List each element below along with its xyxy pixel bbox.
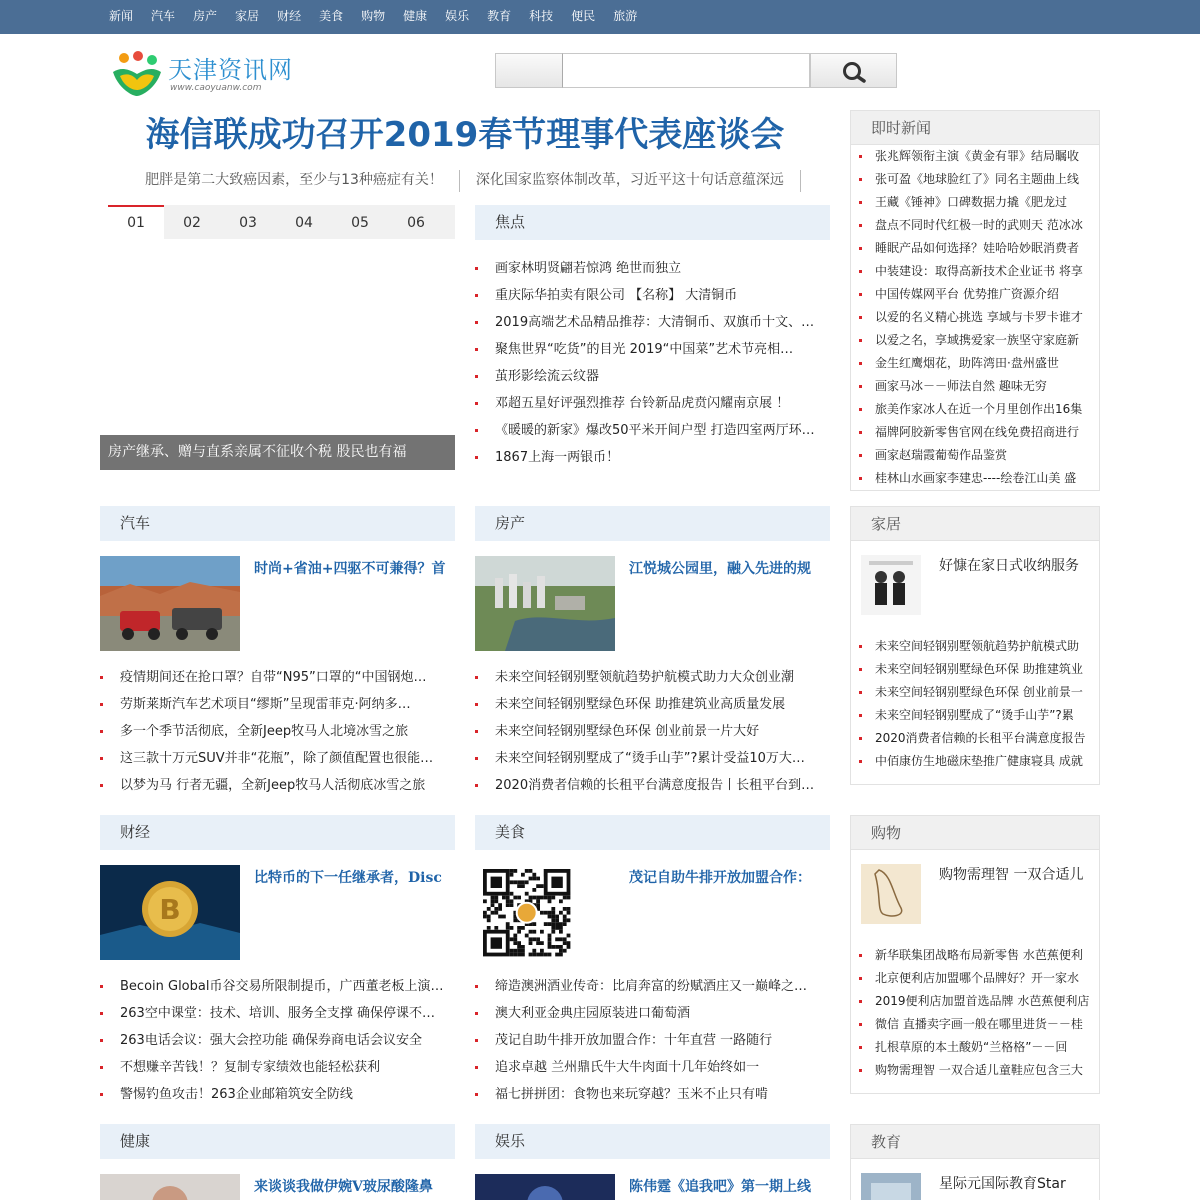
home-header: 家居 bbox=[850, 506, 1100, 541]
list-item[interactable]: 张兆辉领衔主演《黄金有罪》结局瞩收 bbox=[851, 145, 1099, 168]
list-item[interactable]: 2019便利店加盟首选品牌 水芭蕉便利店 bbox=[851, 990, 1099, 1013]
logo-name: 天津资讯网 bbox=[168, 56, 293, 84]
headline[interactable]: 海信联成功召开2019春节理事代表座谈会 bbox=[145, 115, 785, 155]
search-input[interactable] bbox=[562, 53, 810, 88]
list-item[interactable]: 263空中课堂：技术、培训、服务全支撑 确保停课不… bbox=[100, 1000, 455, 1027]
list-item[interactable]: 以爱的名义精心挑选 享域与卡罗卡谁才 bbox=[851, 306, 1099, 329]
auto-header: 汽车 bbox=[100, 506, 455, 541]
list-item[interactable]: 未来空间轻钢别墅绿色环保 助推建筑业高质量发展 bbox=[475, 691, 830, 718]
search-bar bbox=[495, 53, 897, 88]
list-item[interactable]: 画家赵瑞霞葡萄作品鉴赏 bbox=[851, 444, 1099, 467]
nav-item[interactable]: 娱乐 bbox=[445, 9, 470, 23]
slider-tabs bbox=[108, 205, 455, 239]
list-item[interactable]: 澳大利亚金典庄园原装进口葡萄酒 bbox=[475, 1000, 830, 1027]
slider-tab[interactable]: 03 bbox=[239, 215, 257, 231]
auto-feature-title[interactable]: 时尚+省油+四驱不可兼得？首 bbox=[254, 561, 446, 577]
edu-feature[interactable] bbox=[851, 1173, 1101, 1200]
auto-list bbox=[100, 664, 455, 799]
list-item[interactable]: 《暖暖的新家》爆改50平米开间户型 打造四室两厅环… bbox=[475, 417, 830, 444]
list-item[interactable]: 重庆际华拍卖有限公司 【名称】 大清铜币 bbox=[475, 282, 830, 309]
list-item[interactable]: 睡眠产品如何选择？娃哈哈妙眠消费者 bbox=[851, 237, 1099, 260]
nav-item[interactable]: 家居 bbox=[235, 9, 260, 23]
list-item[interactable]: 扎根草原的本土酸奶“兰格格”－－回 bbox=[851, 1036, 1099, 1059]
list-item[interactable]: 张可盈《地球脸红了》同名主题曲上线 bbox=[851, 168, 1099, 191]
house-header: 房产 bbox=[475, 506, 830, 541]
focus-header: 焦点 bbox=[475, 205, 830, 240]
shopping-feature[interactable] bbox=[851, 864, 1101, 934]
slider-tab[interactable]: 05 bbox=[351, 215, 369, 231]
shopping-header: 购物 bbox=[850, 815, 1100, 850]
nav-items bbox=[109, 0, 655, 34]
focus-list bbox=[475, 255, 830, 471]
nav-item[interactable]: 教育 bbox=[487, 9, 512, 23]
nav-item[interactable]: 健康 bbox=[403, 9, 428, 23]
list-item[interactable]: 盘点不同时代红极一时的武则天 范冰冰 bbox=[851, 214, 1099, 237]
list-item[interactable]: Becoin Global币谷交易所限制提币，广西董老板上演… bbox=[100, 973, 455, 1000]
list-item[interactable]: 追求卓越 兰州鼎氏牛大牛肉面十几年始终如一 bbox=[475, 1054, 830, 1081]
list-item[interactable]: 不想赚辛苦钱！？复制专家绩效也能轻松获利 bbox=[100, 1054, 455, 1081]
food-feature[interactable] bbox=[475, 865, 830, 960]
health-header: 健康 bbox=[100, 1124, 455, 1159]
list-item[interactable]: 聚焦世界“吃货”的目光 2019“中国菜”艺术节亮相… bbox=[475, 336, 830, 363]
list-item[interactable]: 福七拼拼团：食物也来玩穿越？玉米不止只有啃 bbox=[475, 1081, 830, 1108]
house-list bbox=[475, 664, 830, 799]
auto-feature[interactable] bbox=[100, 556, 455, 651]
home-box bbox=[850, 541, 1100, 785]
list-item[interactable]: 福牌阿胶新零售官网在线免费招商进行 bbox=[851, 421, 1099, 444]
shopping-feature-image[interactable] bbox=[861, 864, 921, 924]
ent-feature-title[interactable]: 陈伟霆《追我吧》第一期上线 bbox=[629, 1179, 811, 1195]
ent-header: 娱乐 bbox=[475, 1124, 830, 1159]
list-item[interactable]: 桂林山水画家李建忠----绘卷江山美 盛 bbox=[851, 467, 1099, 490]
search-category-select[interactable] bbox=[495, 53, 563, 88]
list-item[interactable]: 未来空间轻钢别墅绿色环保 创业前景一 bbox=[851, 681, 1099, 704]
list-item[interactable]: 未来空间轻钢别墅绿色环保 助推建筑业 bbox=[851, 658, 1099, 681]
health-feature[interactable] bbox=[100, 1174, 455, 1200]
list-item[interactable]: 以爱之名，享域携爱家一族坚守家庭新 bbox=[851, 329, 1099, 352]
list-item[interactable]: 2020消费者信赖的长租平台满意度报告 bbox=[851, 727, 1099, 750]
list-item[interactable]: 以梦为马 行者无疆，全新Jeep牧马人活彻底冰雪之旅 bbox=[100, 772, 455, 799]
nav-item[interactable]: 美食 bbox=[319, 9, 344, 23]
list-item[interactable]: 金生红鹰烟花，助阵湾田·盘州盛世 bbox=[851, 352, 1099, 375]
list-item[interactable]: 邓超五星好评强烈推荐 台铃新品虎贲闪耀南京展 ！ bbox=[475, 390, 830, 417]
instant-news-header: 即时新闻 bbox=[850, 110, 1100, 145]
finance-feature-image[interactable] bbox=[100, 865, 240, 960]
ent-feature-image[interactable] bbox=[475, 1174, 615, 1200]
house-feature-title[interactable]: 江悦城公园里，融入先进的规 bbox=[629, 561, 811, 577]
search-icon bbox=[842, 61, 868, 83]
list-item[interactable]: 中装建设：取得高新技术企业证书 将享 bbox=[851, 260, 1099, 283]
house-feature[interactable] bbox=[475, 556, 830, 651]
subheadline-link[interactable]: 肥胖是第二大致癌因素，至少与13种癌症有关！ bbox=[129, 170, 460, 192]
list-item[interactable]: 1867上海一两银币！ bbox=[475, 444, 830, 471]
slider-tab[interactable]: 01 bbox=[108, 205, 164, 239]
list-item[interactable]: 中国传媒网平台 优势推广资源介绍 bbox=[851, 283, 1099, 306]
edu-box bbox=[850, 1159, 1100, 1200]
edu-feature-image[interactable] bbox=[861, 1173, 921, 1200]
shopping-box bbox=[850, 850, 1100, 1094]
auto-feature-image[interactable] bbox=[100, 556, 240, 651]
home-feature-image[interactable] bbox=[861, 555, 921, 615]
slider-tab[interactable]: 04 bbox=[295, 215, 313, 231]
list-item[interactable]: 2020消费者信赖的长租平台满意度报告丨长租平台到… bbox=[475, 772, 830, 799]
health-feature-image[interactable] bbox=[100, 1174, 240, 1200]
nav-item[interactable]: 购物 bbox=[361, 9, 386, 23]
finance-header: 财经 bbox=[100, 815, 455, 850]
list-item[interactable]: 北京便利店加盟哪个品牌好？开一家水 bbox=[851, 967, 1099, 990]
list-item[interactable]: 新华联集团战略布局新零售 水芭蕉便利 bbox=[851, 944, 1099, 967]
list-item[interactable]: 疫情期间还在抢口罩？自带“N95”口罩的“中国钢炮… bbox=[100, 664, 455, 691]
list-item[interactable]: 未来空间轻钢别墅成了“烫手山芋”?累 bbox=[851, 704, 1099, 727]
slider-tab[interactable]: 02 bbox=[183, 215, 201, 231]
home-feature-title[interactable]: 好慷在家日式收纳服务 bbox=[939, 558, 1079, 574]
edu-header: 教育 bbox=[850, 1124, 1100, 1159]
home-feature[interactable] bbox=[851, 555, 1101, 625]
subheadline-link[interactable]: 深化国家监察体制改革，习近平这十句话意蕴深远 bbox=[460, 170, 801, 192]
home-list bbox=[851, 635, 1099, 773]
finance-feature[interactable] bbox=[100, 865, 455, 960]
search-button[interactable] bbox=[810, 53, 897, 88]
list-item[interactable]: 未来空间轻钢别墅领航趋势护航模式助 bbox=[851, 635, 1099, 658]
nav-item[interactable]: 房产 bbox=[193, 9, 218, 23]
logo-url: www.caoyuanw.com bbox=[170, 83, 262, 93]
list-item[interactable]: 微信 直播卖字画一般在哪里进货－－桂 bbox=[851, 1013, 1099, 1036]
ent-feature[interactable] bbox=[475, 1174, 830, 1200]
finance-list bbox=[100, 973, 455, 1108]
image-slider bbox=[100, 205, 455, 470]
list-item[interactable]: 旅美作家冰人在近一个月里创作出16集 bbox=[851, 398, 1099, 421]
house-feature-image[interactable] bbox=[475, 556, 615, 651]
edu-feature-title[interactable]: 星际元国际教育Star bbox=[939, 1176, 1066, 1192]
logo-icon bbox=[110, 50, 164, 96]
list-item[interactable]: 中佰康仿生地磁床垫推广健康寝具 成就 bbox=[851, 750, 1099, 773]
shopping-feature-title[interactable]: 购物需理智 一双合适儿 bbox=[939, 867, 1084, 883]
list-item[interactable]: 2019高端艺术品精品推荐：大清铜币、双旗币十文、… bbox=[475, 309, 830, 336]
nav-item[interactable]: 科技 bbox=[529, 9, 554, 23]
nav-item[interactable]: 旅游 bbox=[613, 9, 638, 23]
top-nav bbox=[0, 0, 1200, 34]
site-logo[interactable] bbox=[110, 48, 320, 98]
qr-code-image[interactable] bbox=[475, 865, 615, 960]
list-item[interactable]: 购物需理智 一双合适儿童鞋应包含三大 bbox=[851, 1059, 1099, 1082]
list-item[interactable]: 警惕钓鱼攻击！263企业邮箱筑安全防线 bbox=[100, 1081, 455, 1108]
finance-feature-title[interactable]: 比特币的下一任继承者，Disc bbox=[254, 870, 442, 886]
list-item[interactable]: 劳斯莱斯汽车艺术项目“缪斯”呈现雷菲克·阿纳多… bbox=[100, 691, 455, 718]
nav-item[interactable]: 便民 bbox=[571, 9, 596, 23]
list-item[interactable]: 画家马冰－－师法自然 趣味无穷 bbox=[851, 375, 1099, 398]
list-item[interactable]: 这三款十万元SUV并非“花瓶”，除了颜值配置也很能… bbox=[100, 745, 455, 772]
nav-item[interactable]: 汽车 bbox=[151, 9, 176, 23]
list-item[interactable]: 王藏《锤神》口碑数据力撬《肥龙过 bbox=[851, 191, 1099, 214]
list-item[interactable]: 茂记自助牛排开放加盟合作：十年直营 一路随行 bbox=[475, 1027, 830, 1054]
svg-text:B: B bbox=[159, 893, 181, 926]
slider-tab[interactable]: 06 bbox=[407, 215, 425, 231]
list-item[interactable]: 未来空间轻钢别墅绿色环保 创业前景一片大好 bbox=[475, 718, 830, 745]
list-item[interactable]: 画家林明贤翩若惊鸿 绝世而独立 bbox=[475, 255, 830, 282]
list-item[interactable]: 缔造澳洲酒业传奇：比肩奔富的纷赋酒庄又一巅峰之… bbox=[475, 973, 830, 1000]
subheadlines bbox=[100, 170, 830, 192]
list-item[interactable]: 茧形影绘流云纹器 bbox=[475, 363, 830, 390]
instant-news-box bbox=[850, 145, 1100, 491]
food-list bbox=[475, 973, 830, 1108]
shopping-list bbox=[851, 944, 1099, 1082]
food-header: 美食 bbox=[475, 815, 830, 850]
list-item[interactable]: 263电话会议：强大会控功能 确保券商电话会议安全 bbox=[100, 1027, 455, 1054]
nav-item[interactable]: 财经 bbox=[277, 9, 302, 23]
food-feature-title[interactable]: 茂记自助牛排开放加盟合作： bbox=[629, 870, 811, 886]
list-item[interactable]: 未来空间轻钢别墅成了“烫手山芋”?累计受益10万大… bbox=[475, 745, 830, 772]
instant-news-list bbox=[851, 145, 1099, 490]
health-feature-title[interactable]: 来谈谈我做伊婉V玻尿酸隆鼻 bbox=[254, 1179, 433, 1195]
list-item[interactable]: 未来空间轻钢别墅领航趋势护航模式助力大众创业潮 bbox=[475, 664, 830, 691]
nav-item[interactable]: 新闻 bbox=[109, 9, 134, 23]
list-item[interactable]: 多一个季节活彻底，全新Jeep牧马人北境冰雪之旅 bbox=[100, 718, 455, 745]
slider-caption[interactable]: 房产继承、赠与直系亲属不征收个税 股民也有福 bbox=[100, 435, 455, 470]
